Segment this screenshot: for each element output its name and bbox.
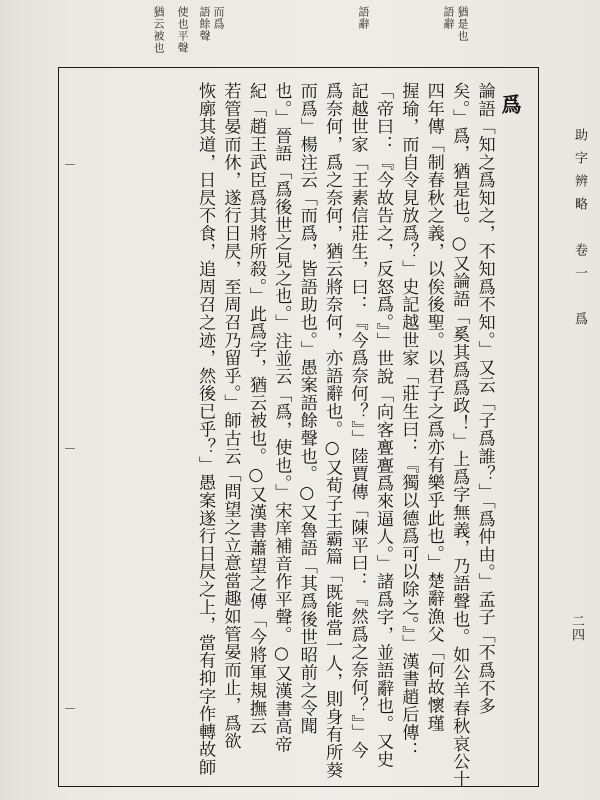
- strip-note-text: 而爲: [212, 6, 225, 30]
- text-column: 也。」晉語「爲後世之見之也。」注並云「爲，使也。」宋庠補音作平聲。○又漢書高帝: [271, 82, 292, 754]
- margin-tick: [65, 164, 75, 165]
- margin-tick: [65, 708, 75, 709]
- text-column: 而爲」楊注云「而爲，皆語助也。」愚案語餘聲也。○又魯語「其爲後世昭前之令聞: [296, 82, 317, 735]
- text-column: 恢廓其道，日昃不食，追周召之迹，然後已乎？」愚案遂行日昃之上，當有抑字作轉故師: [195, 82, 216, 777]
- text-column: 矣。」爲，猶是也。○又論語「奚其爲爲政！」上爲字無義，乃語聲也。如公羊春秋哀公十: [449, 82, 470, 789]
- bleed-through-text: [6, 8, 25, 22]
- text-column: 握瑜，而自令見放爲？」史記越世家「莊生曰：『獨以德爲可以除之。』」漢書趙后傳：: [398, 82, 419, 759]
- running-title: 助字辨略 卷一 爲: [572, 128, 587, 335]
- strip-note-text: 猶是也: [456, 6, 469, 42]
- text-column: 爲奈何，爲之奈何，猶云將奈何，亦語辭也。○又荀子王霸篇「既能當一人，則身有所葵: [322, 82, 343, 779]
- strip-note-4: [212, 6, 224, 34]
- headword: 爲: [498, 94, 522, 115]
- text-column: 「帝曰：『今故告之，反怒爲。』」世說「向客亹亹爲來逼人。」諸爲字，並語辭也。又史: [372, 82, 393, 769]
- text-column: 若管晏而休，遂行日昃，至周召乃留乎。」師古云「問望之立意當趣如管晏而止，爲欲: [220, 82, 241, 750]
- strip-note-text: 語辭: [357, 6, 370, 30]
- strip-note-3: [357, 6, 369, 34]
- strip-note-6: [176, 6, 188, 58]
- page-number: 二四: [569, 614, 584, 642]
- text-column: 四年傳「制春秋之義，以俟後聖。以君子之爲亦有樂乎此也。」楚辭漁父「何故懷瑾: [423, 82, 444, 732]
- strip-note-text: 語辭: [442, 6, 455, 30]
- strip-note-1: [456, 6, 468, 46]
- entry-frame: [58, 67, 539, 787]
- text-column: 論語「知之爲知之，不知爲不知。」又云「子爲誰？」「爲仲由。」孟子「不爲不多: [474, 82, 495, 715]
- strip-note-5: [198, 6, 210, 46]
- text-column: 記越世家「王素信莊生，曰：『今爲奈何？』」陸賈傳「陳平曰：『然爲之奈何？』」今: [347, 82, 368, 759]
- margin-tick: [65, 448, 75, 449]
- strip-note-text: 使也平聲: [176, 6, 189, 54]
- text-column: 紀「趙王武臣爲其將所殺。」此爲字，猶云被也。○又漢書蕭望之傳「今將軍規撫云: [245, 82, 266, 735]
- strip-note-7: [152, 6, 164, 58]
- strip-note-text: 猶云被也: [152, 6, 165, 54]
- strip-note-2: [442, 6, 454, 34]
- strip-note-text: 語餘聲: [198, 6, 211, 42]
- entry-text: [192, 82, 522, 789]
